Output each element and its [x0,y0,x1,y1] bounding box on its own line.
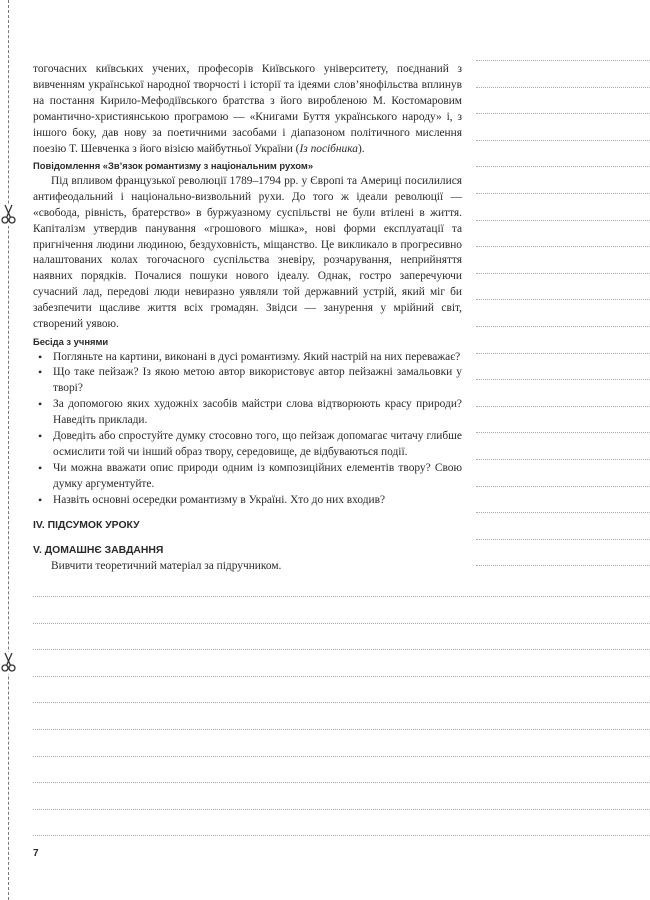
note-line [476,87,650,88]
note-line [476,432,650,433]
scissors-icon [0,652,18,674]
list-item: • За допомогою яких художніх засобів майстри слова відтворюють красу природи? Наведіть приклади. [33,397,462,429]
note-line [33,623,650,624]
list-item: • Назвіть основні осередки романтизму в Україні. Хто до них входив? [33,493,462,509]
note-line [33,729,650,730]
note-line [33,676,650,677]
note-line [476,539,650,540]
page-number: 7 [33,848,39,859]
note-line [476,512,650,513]
note-line [476,166,650,167]
note-line [476,113,650,114]
note-line [476,326,650,327]
notes-column [476,52,650,592]
note-line [33,702,650,703]
note-line [33,596,650,597]
section-5-heading: V. ДОМАШНЄ ЗАВДАННЯ [33,544,164,556]
homework-text: Вивчити теоретичний матеріал за підручником. [51,559,282,572]
note-line [476,459,650,460]
section-4-heading: IV. ПІДСУМОК УРОКУ [33,519,140,531]
note-line [476,140,650,141]
list-item: • Що таке пейзаж? Із якою метою автор використовує автор пейзажні замальовки у творі? [33,365,462,397]
note-line [476,273,650,274]
list-item: • Погляньте на картини, виконані в дусі романтизму. Який настрій на них переважає? [33,350,462,366]
cut-line [8,0,9,900]
note-line [476,60,650,61]
list-item: • Доведіть або спростуйте думку стосовно того, що пейзаж допомагає читачу глибше осмислити той чи інший образ твору, середовище, де відбуваються події. [33,429,462,461]
note-line [476,406,650,407]
note-line [476,193,650,194]
note-line [476,246,650,247]
note-line [476,486,650,487]
note-line [33,782,650,783]
notes-area [33,596,650,848]
note-line [33,835,650,836]
message-paragraph: Під впливом французької революції 1789–1794 рр. у Європі та Америці посилилися антифеодальний і національно-визвольний рухи. До того ж ідеали революції — «свобода, рівність, братерство» в буржуазному суспільстві не були втілені в життя. Капіталізм утвердив панування «грошового мішка», нові форми експлуатації та пригнічення людини людиною, бездуховність, міщанство. Це викликало в прогресивно налаштованих колах тогочасного суспільства зневіру, розчарування, неприйняття наявних порядків. Почалися пошуки нового ідеалу. Однак, гостро заперечуючи сучасний лад, передові люди невиразно уявляли той державний устрій, який міг би забезпечити щасливе життя всіх громадян. Звідси — занурення у мрійний світ, створений уявою. [33,174,462,331]
note-line [476,353,650,354]
note-line [33,809,650,810]
note-line [476,565,650,566]
message-heading: Повідомлення «Зв’язок романтизму з національним рухом» [33,160,314,172]
list-item: • Чи можна вважати опис природи одним із композиційних елементів твору? Свою думку аргументуйте. [33,461,462,493]
conversation-heading: Бесіда з учнями [33,336,109,347]
page-content [33,62,462,574]
note-line [33,649,650,650]
scissors-icon [0,204,18,226]
note-line [476,379,650,380]
note-line [33,756,650,757]
questions-list [33,350,462,509]
note-line [476,220,650,221]
note-line [476,299,650,300]
intro-paragraph: тогочасних київських учених, професорів Київського університету, поєднаний з вивченням української народної творчості і історії та ідеями слов’янофільства вплинув на постання Кирило-Мефодіївського братства з його виробленою М. Костомаровим романтично-християнською програмою — «Книгами Буття українського народу» і, з іншого боку, дав нову за поетичними засобами і діапазоном політичного мислення поезію Т. Шевченка з його візією майбутньої України (Із посібника). [33,63,462,155]
